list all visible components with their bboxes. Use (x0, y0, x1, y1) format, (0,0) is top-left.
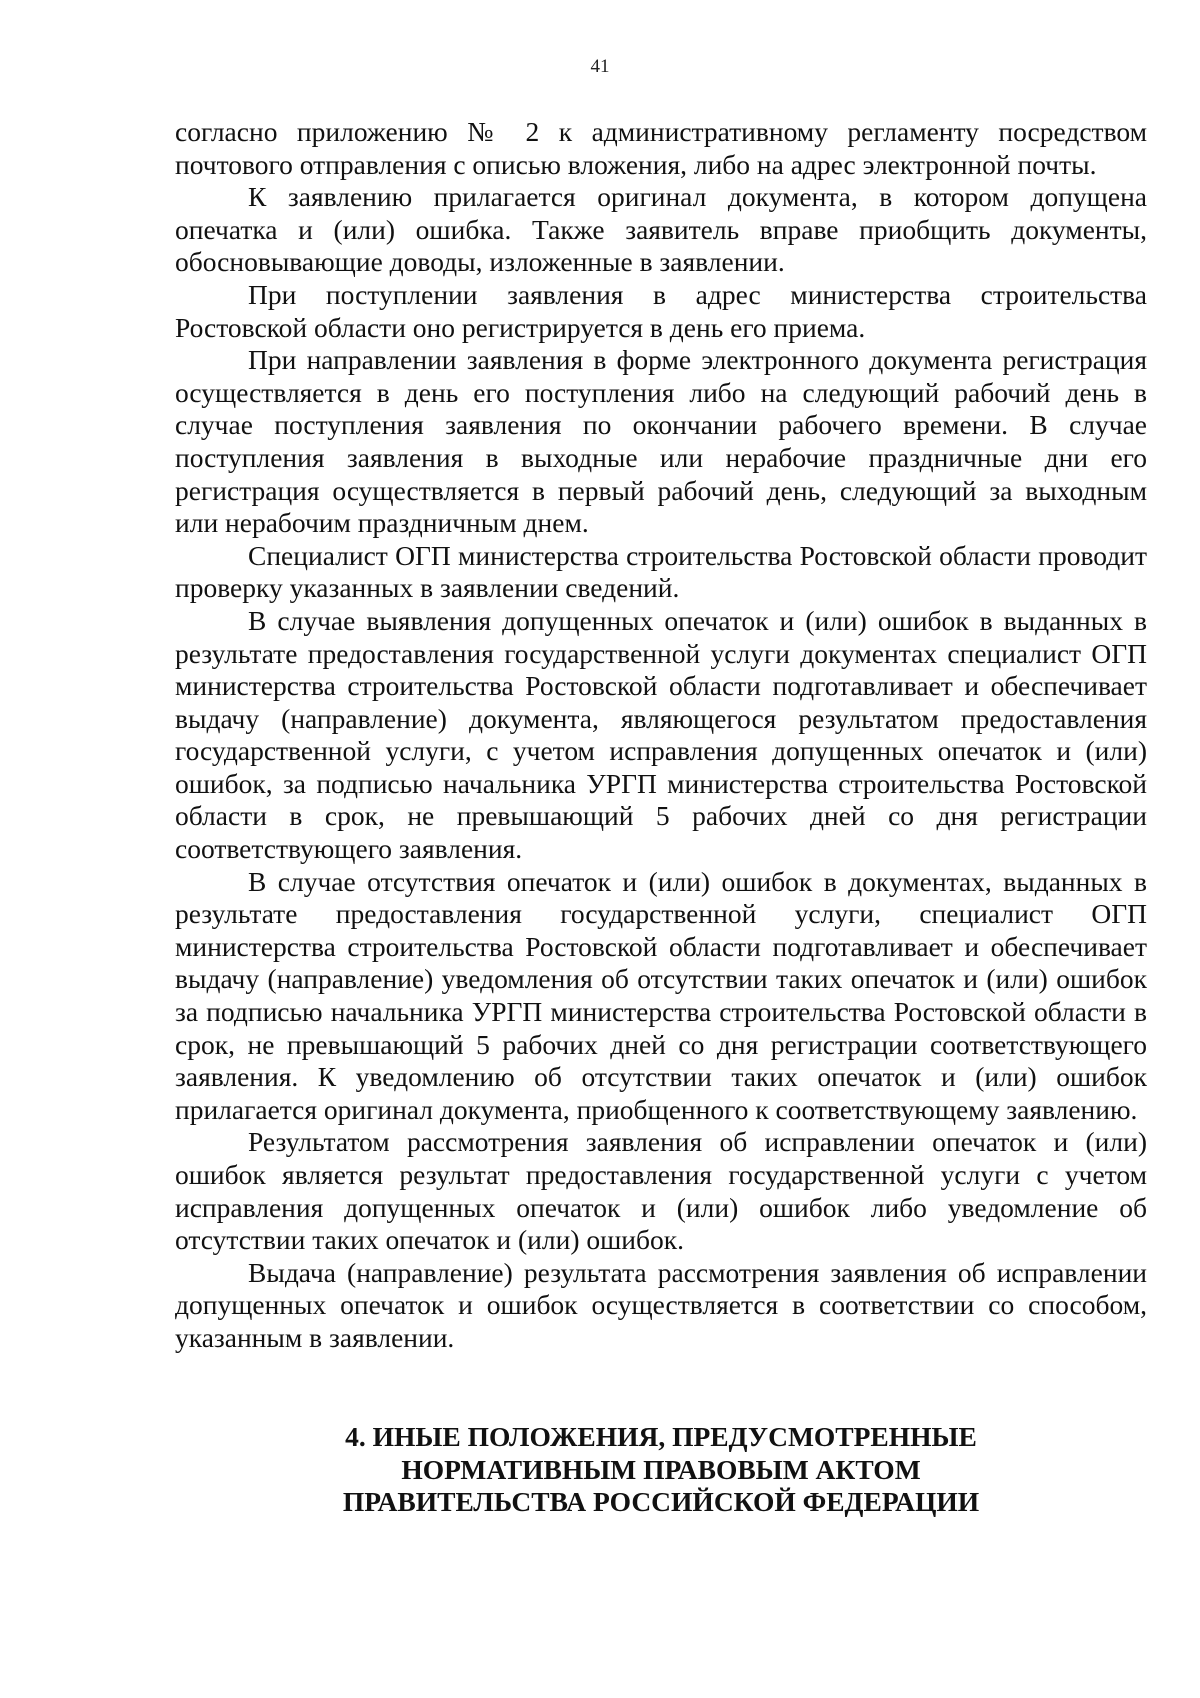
section-heading-line: ПРАВИТЕЛЬСТВА РОССИЙСКОЙ ФЕДЕРАЦИИ (342, 1486, 980, 1518)
paragraph-no-errors: В случае отсутствия опечаток и (или) ошибок в документах, выданных в результате предоставления государственной услуги, специалист ОГП министерства строительства Ростовской области подготавливает и обеспечивает выдачу (направление) уведомления об отсутствии таких опечаток и (или) ошибок за подписью начальника УРГП министерства строительства Ростовской области в срок, не превышающий 5 рабочих дней со дня регистрации соответствующего заявления. К уведомлению об отсутствии таких опечаток и (или) ошибок прилагается оригинал документа, приобщенного к соответствующему заявлению. (175, 865, 1147, 1125)
paragraph-continuation: согласно приложению № 2 к административному регламенту посредством почтового отправления с описью вложения, либо на адрес электронной почты. (175, 116, 1147, 180)
page-number: 41 (590, 56, 610, 77)
paragraph-delivery: Выдача (направление) результата рассмотрения заявления об исправлении допущенных опечаток и ошибок осуществляется в соответствии со способом, указанным в заявлении. (175, 1256, 1147, 1353)
paragraph-electronic-registration: При направлении заявления в форме электронного документа регистрация осуществляется в день его поступления либо на следующий рабочий день в случае поступления заявления по окончании рабочего времени. В случае поступления заявления в выходные или нерабочие праздничные дни его регистрация осуществляется в первый рабочий день, следующий за выходным или нерабочим праздничным днем. (175, 344, 1147, 539)
paragraph-original-document: К заявлению прилагается оригинал документа, в котором допущена опечатка и (или) ошибка. Также заявитель вправе приобщить документы, обосновывающие доводы, изложенные в заявлении. (175, 181, 1147, 278)
section-heading (175, 1421, 1147, 1519)
paragraph-registration: При поступлении заявления в адрес министерства строительства Ростовской области оно регистрируется в день его приема. (175, 278, 1147, 343)
section-heading-line: 4. ИНЫЕ ПОЛОЖЕНИЯ, ПРЕДУСМОТРЕННЫЕ (345, 1421, 977, 1452)
paragraph-result: Результатом рассмотрения заявления об исправлении опечаток и (или) ошибок является результат предоставления государственной услуги с учетом исправления допущенных опечаток и (или) ошибок либо уведомление об отсутствии таких опечаток и (или) ошибок. (175, 1126, 1147, 1256)
paragraph-errors-found: В случае выявления допущенных опечаток и (или) ошибок в выданных в результате предоставления государственной услуги документах специалист ОГП министерства строительства Ростовской области подготавливает и обеспечивает выдачу (направление) документа, являющегося результатом предоставления государственной услуги, с учетом исправления допущенных опечаток и (или) ошибок, за подписью начальника УРГП министерства строительства Ростовской области в срок, не превышающий 5 рабочих дней со дня регистрации соответствующего заявления. (175, 604, 1147, 865)
paragraph-verification: Специалист ОГП министерства строительства Ростовской области проводит проверку указанных в заявлении сведений. (175, 539, 1147, 604)
document-body (175, 116, 1147, 1355)
section-heading-line: НОРМАТИВНЫМ ПРАВОВЫМ АКТОМ (401, 1453, 921, 1485)
